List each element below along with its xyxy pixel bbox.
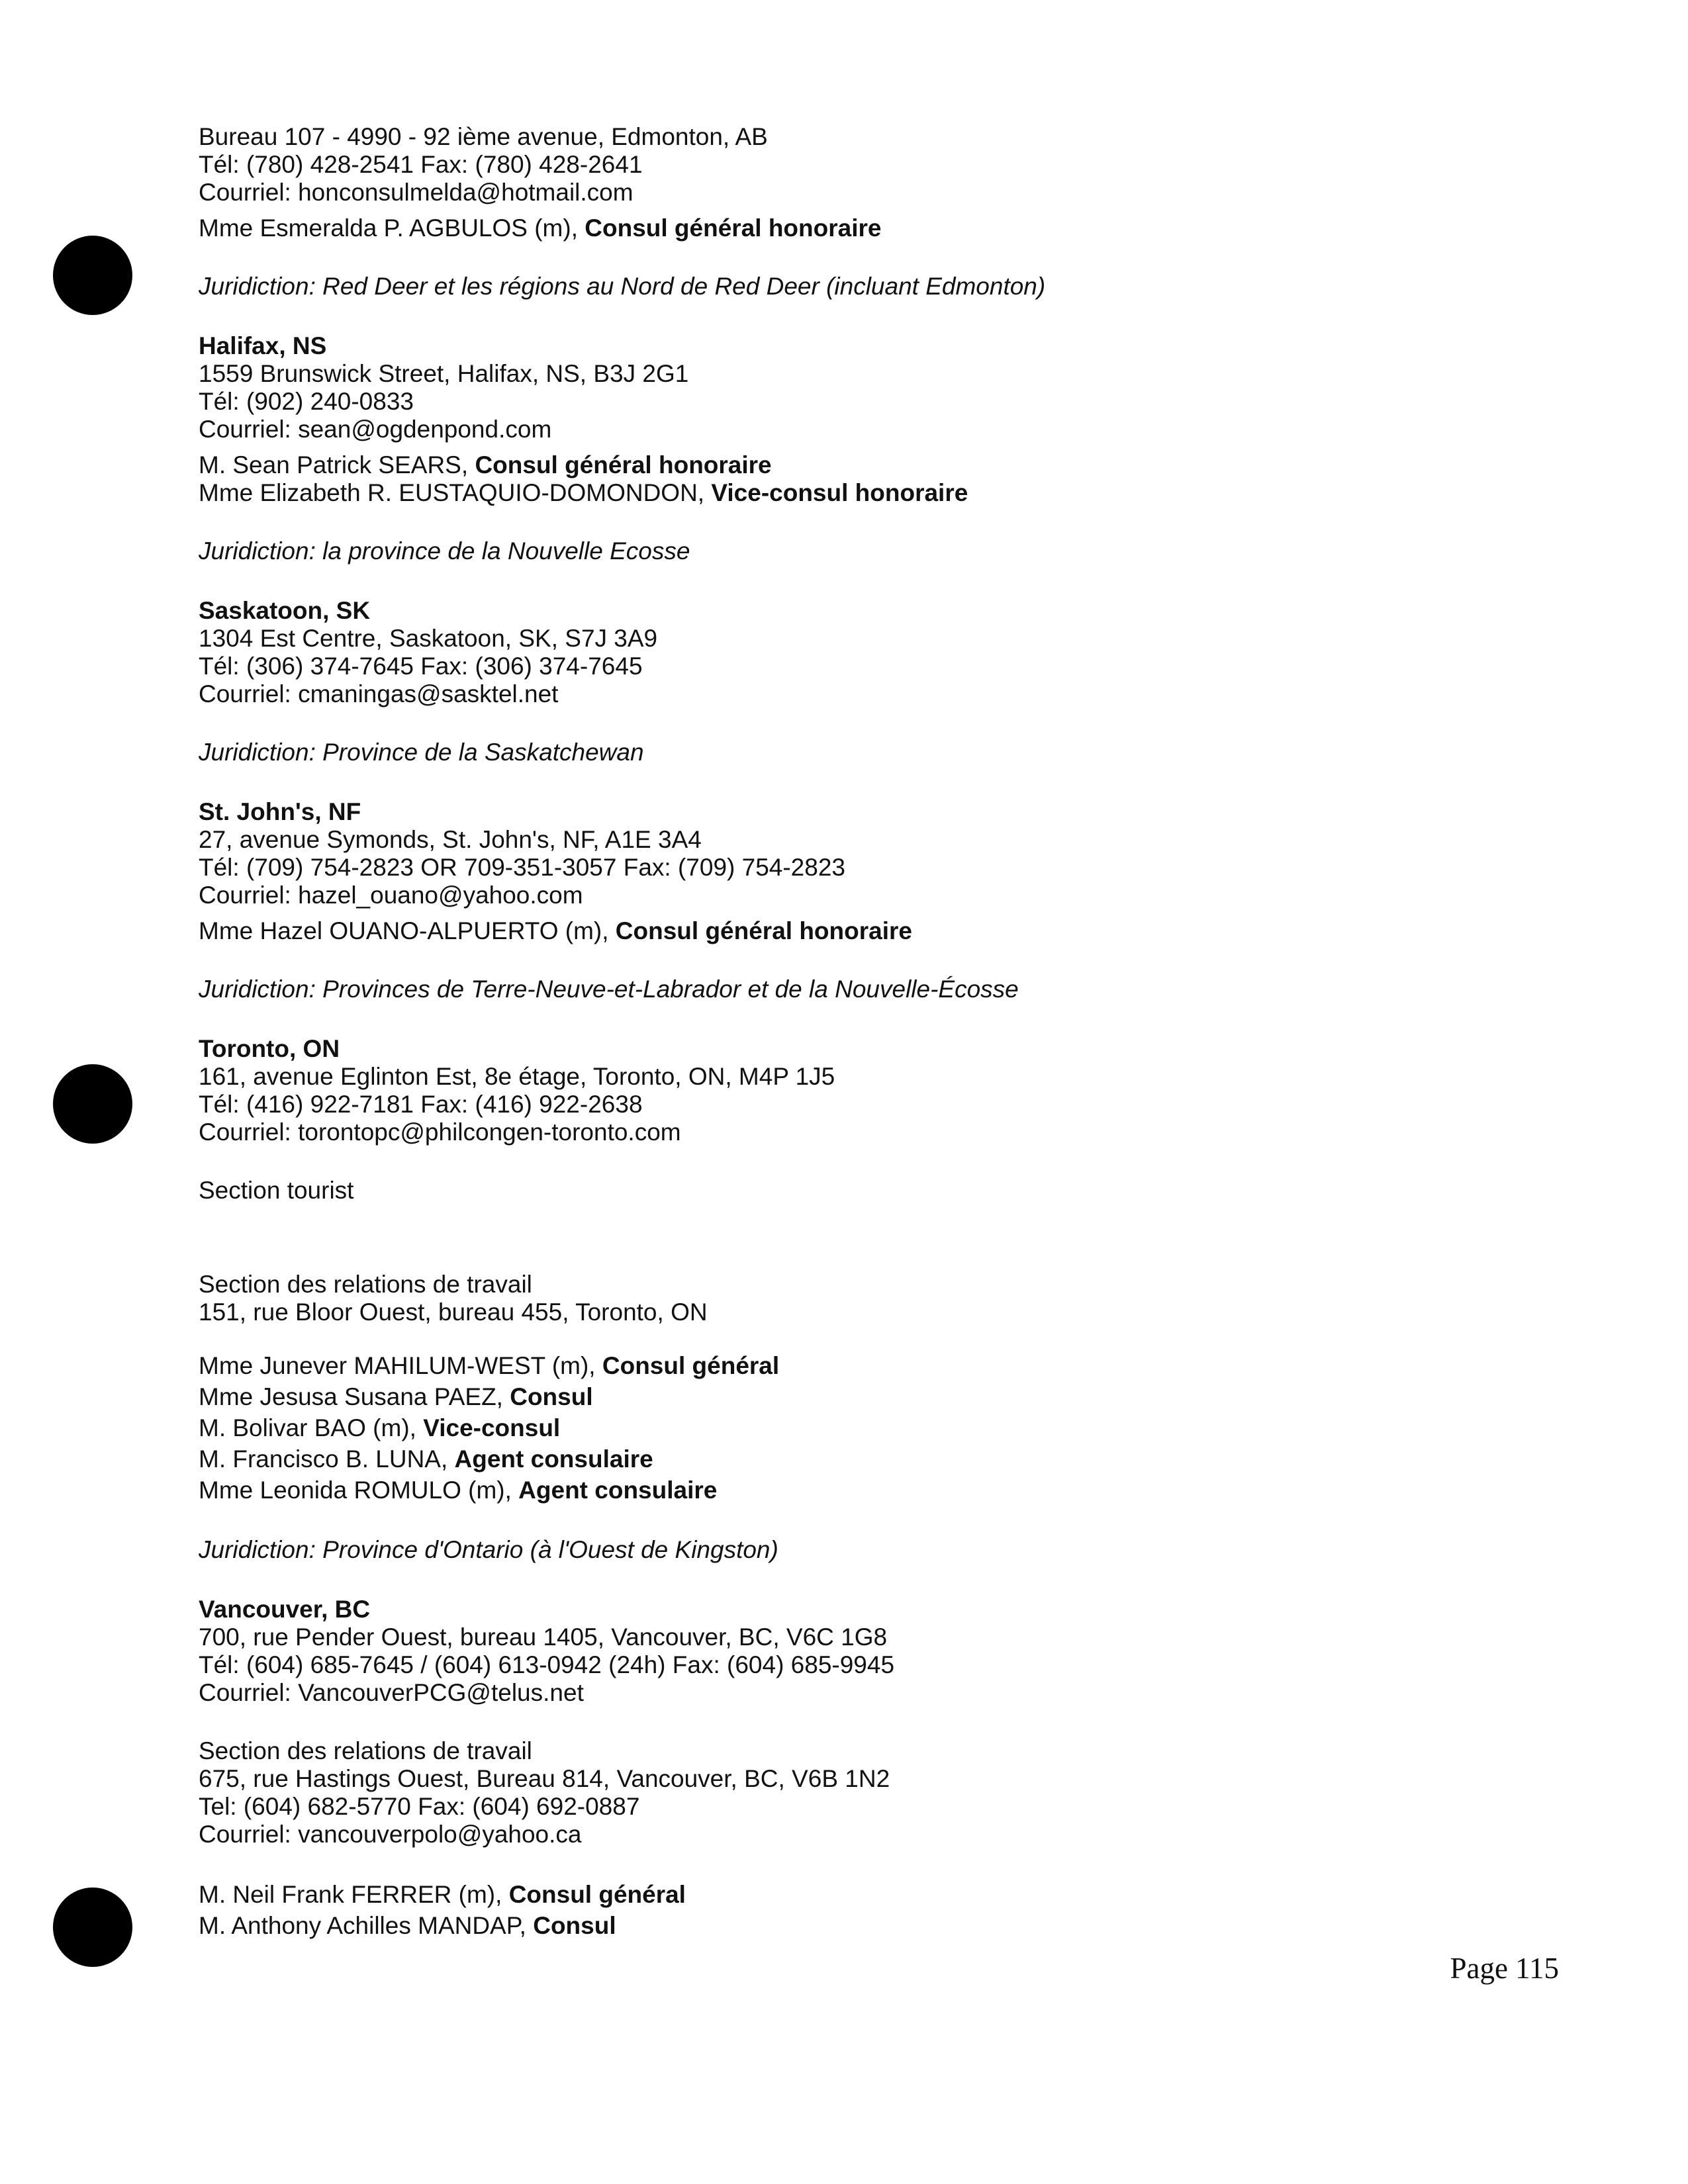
- staff-line: [199, 1475, 1456, 1506]
- address-line: 27, avenue Symonds, St. John's, NF, A1E 3A4: [199, 826, 702, 853]
- edmonton-block: [199, 123, 1456, 300]
- staff-list: [199, 1350, 1456, 1506]
- email-line: Courriel: VancouverPCG@telus.net: [199, 1679, 584, 1706]
- staff-line: [199, 214, 1456, 242]
- toronto-block: [199, 1035, 1456, 1564]
- labour-address-line: 675, rue Hastings Ouest, Bureau 814, Vancouver, BC, V6B 1N2: [199, 1765, 890, 1792]
- staff-line: [199, 451, 1456, 479]
- staff-name: Mme Leonida ROMULO (m),: [199, 1477, 519, 1504]
- phone-line: Tél: (780) 428-2541 Fax: (780) 428-2641: [199, 151, 643, 178]
- phone-line: Tél: (416) 922-7181 Fax: (416) 922-2638: [199, 1091, 643, 1118]
- staff-name: Mme Junever MAHILUM-WEST (m),: [199, 1352, 602, 1379]
- email-line: Courriel: sean@ogdenpond.com: [199, 416, 552, 443]
- staff-name: M. Sean Patrick SEARS,: [199, 451, 475, 478]
- staff-line: [199, 1350, 1456, 1381]
- tourist-section-label: Section tourist: [199, 1177, 354, 1204]
- halifax-block: [199, 332, 1456, 565]
- staff-role: Vice-consul honoraire: [711, 479, 968, 506]
- staff-role: Agent consulaire: [454, 1445, 653, 1473]
- page-number: Page 115: [1450, 1952, 1559, 1985]
- binder-hole-middle: [53, 1064, 132, 1144]
- email-line: Courriel: honconsulmelda@hotmail.com: [199, 179, 633, 206]
- staff-line: [199, 1879, 1456, 1910]
- document-body: [199, 123, 1456, 1941]
- office-title: Halifax, NS: [199, 332, 327, 359]
- staff-name: M. Anthony Achilles MANDAP,: [199, 1912, 534, 1939]
- staff-role: Consul: [533, 1912, 616, 1939]
- jurisdiction-line: Juridiction: Provinces de Terre-Neuve-et-Labrador et de la Nouvelle-Écosse: [199, 976, 1019, 1003]
- staff-role: Consul général honoraire: [615, 917, 912, 944]
- staff-name: Mme Hazel OUANO-ALPUERTO (m),: [199, 917, 616, 944]
- binder-hole-top: [53, 236, 132, 315]
- staff-line: [199, 917, 1456, 945]
- staff-line: [199, 1412, 1456, 1443]
- phone-line: Tél: (306) 374-7645 Fax: (306) 374-7645: [199, 653, 643, 680]
- address-line: 1559 Brunswick Street, Halifax, NS, B3J 2G1: [199, 360, 689, 387]
- labour-phone-line: Tel: (604) 682-5770 Fax: (604) 692-0887: [199, 1793, 640, 1820]
- binder-hole-bottom: [53, 1888, 132, 1967]
- jurisdiction-line: Juridiction: Province de la Saskatchewan: [199, 739, 644, 766]
- labour-address-line: 151, rue Bloor Ouest, bureau 455, Toronto, ON: [199, 1298, 708, 1326]
- office-title: Saskatoon, SK: [199, 597, 371, 624]
- jurisdiction-line: Juridiction: Red Deer et les régions au Nord de Red Deer (incluant Edmonton): [199, 273, 1046, 300]
- phone-line: Tél: (604) 685-7645 / (604) 613-0942 (24h) Fax: (604) 685-9945: [199, 1651, 895, 1678]
- staff-list: [199, 1879, 1456, 1941]
- address-line: 161, avenue Eglinton Est, 8e étage, Toronto, ON, M4P 1J5: [199, 1063, 835, 1090]
- staff-role: Consul général: [602, 1352, 780, 1379]
- email-line: Courriel: cmaningas@sasktel.net: [199, 680, 559, 707]
- staff-name: M. Francisco B. LUNA,: [199, 1445, 455, 1473]
- staff-name: Mme Elizabeth R. EUSTAQUIO-DOMONDON,: [199, 479, 712, 506]
- address-line: 700, rue Pender Ouest, bureau 1405, Vancouver, BC, V6C 1G8: [199, 1623, 888, 1651]
- staff-role: Vice-consul: [423, 1414, 561, 1441]
- staff-line: [199, 1381, 1456, 1412]
- office-title: Vancouver, BC: [199, 1596, 371, 1623]
- labour-section-label: Section des relations de travail: [199, 1271, 532, 1298]
- office-title: St. John's, NF: [199, 798, 361, 825]
- labour-section-label: Section des relations de travail: [199, 1737, 532, 1764]
- email-line: Courriel: torontopc@philcongen-toronto.com: [199, 1118, 681, 1146]
- phone-line: Tél: (902) 240-0833: [199, 388, 414, 415]
- staff-name: M. Neil Frank FERRER (m),: [199, 1881, 509, 1908]
- labour-email-line: Courriel: vancouverpolo@yahoo.ca: [199, 1821, 582, 1848]
- address-line: Bureau 107 - 4990 - 92 ième avenue, Edmonton, AB: [199, 123, 768, 150]
- jurisdiction-line: Juridiction: la province de la Nouvelle Ecosse: [199, 537, 690, 565]
- staff-name: Mme Jesusa Susana PAEZ,: [199, 1383, 510, 1410]
- phone-line: Tél: (709) 754-2823 OR 709-351-3057 Fax: (709) 754-2823: [199, 854, 845, 881]
- staff-role: Consul: [510, 1383, 593, 1410]
- staff-role: Agent consulaire: [518, 1477, 718, 1504]
- staff-name: Mme Esmeralda P. AGBULOS (m),: [199, 214, 585, 242]
- staff-line: [199, 479, 1456, 507]
- email-line: Courriel: hazel_ouano@yahoo.com: [199, 882, 583, 909]
- staff-role: Consul général honoraire: [585, 214, 882, 242]
- address-line: 1304 Est Centre, Saskatoon, SK, S7J 3A9: [199, 625, 658, 652]
- stjohns-block: [199, 798, 1456, 1003]
- staff-role: Consul général: [508, 1881, 686, 1908]
- staff-role: Consul général honoraire: [475, 451, 772, 478]
- office-title: Toronto, ON: [199, 1035, 340, 1062]
- saskatoon-block: [199, 597, 1456, 766]
- staff-line: [199, 1910, 1456, 1941]
- vancouver-block: [199, 1596, 1456, 1941]
- jurisdiction-line: Juridiction: Province d'Ontario (à l'Ouest de Kingston): [199, 1536, 778, 1563]
- staff-name: M. Bolivar BAO (m),: [199, 1414, 424, 1441]
- staff-line: [199, 1443, 1456, 1475]
